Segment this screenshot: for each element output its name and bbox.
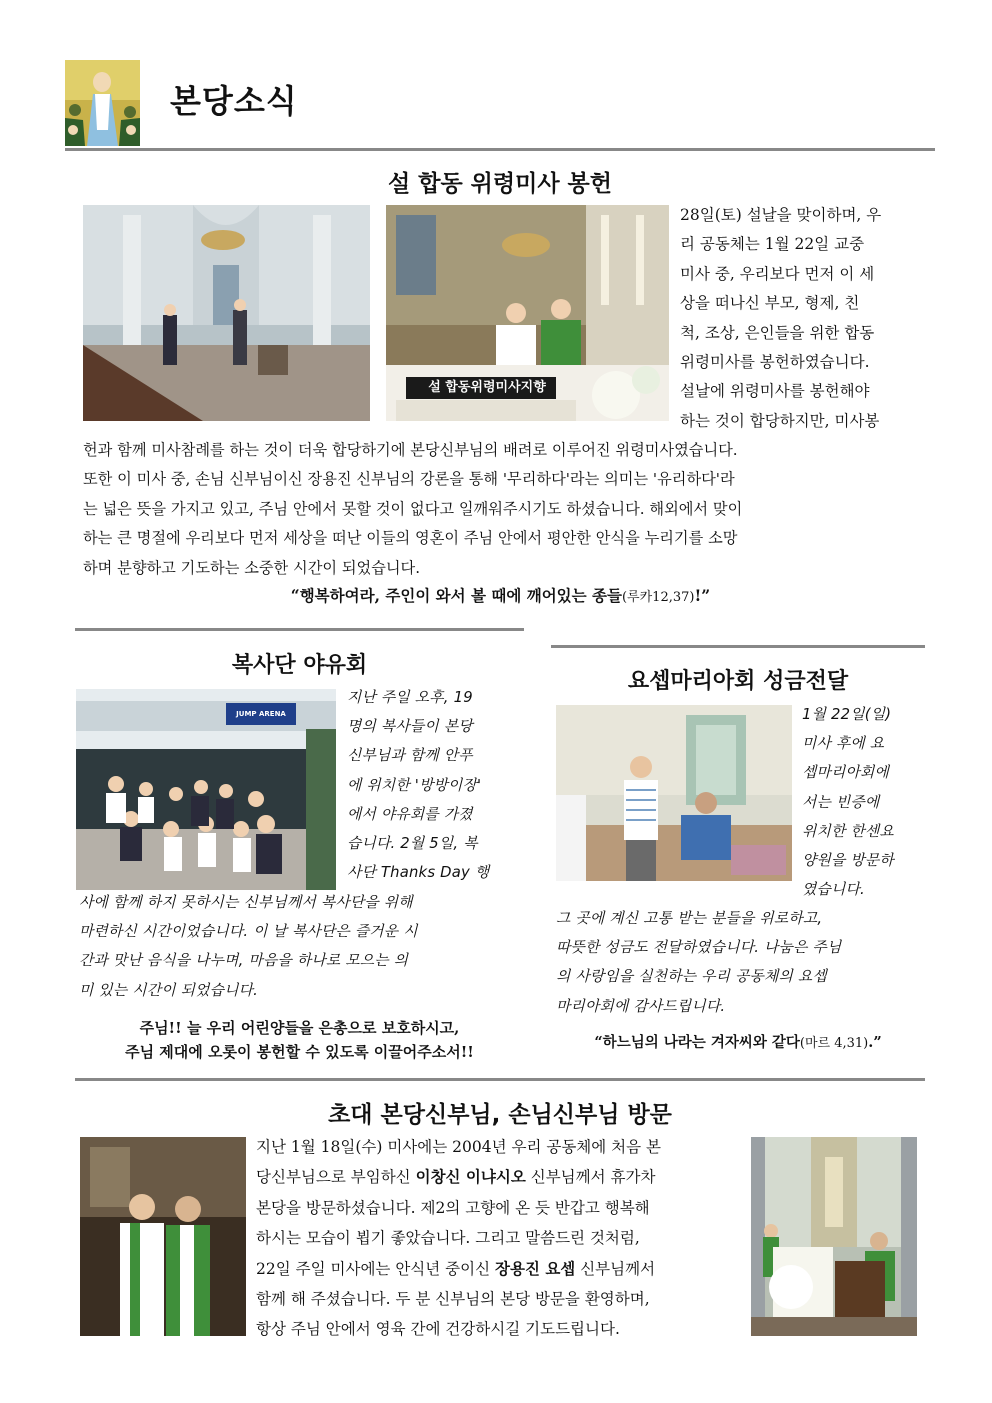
text-line: 상을 떠나신 부모, 형제, 친 [680,294,860,313]
text-line: 미 있는 시간이 되었습니다. [79,981,259,999]
text-line: 간과 맛난 음식을 나누며, 마음을 하나로 모으는 의 [79,952,409,970]
text-line: 설날에 위령미사를 봉헌해야 [680,382,870,401]
text-line: 마련하신 시간이었습니다. 이 날 복사단은 즐거운 시 [79,923,418,941]
text-line: 함께 해 주셨습니다. 두 분 신부님의 본당 방문을 환영하며, [256,1290,650,1309]
section1-scripture-quote [83,584,918,606]
text-line: 에서 야유회를 가졌 [347,805,473,823]
text-line: 그 곳에 계신 고통 받는 분들을 위로하고, [556,910,823,927]
section-title-priests-visit: 초대 본당신부님, 손님신부님 방문 [328,1102,672,1128]
section1-body-text [83,436,918,583]
text-line: 하며 분향하고 기도하는 소중한 시간이 되었습니다. [83,558,421,577]
section3-scripture-quote [551,1031,925,1052]
text-line: 셉마리아회에 [802,764,889,782]
quote-reference: (루카12,37) [621,590,695,605]
text-line: 하는 큰 명절에 우리보다 먼저 세상을 떠난 이들의 영혼이 주님 안에서 평안한 안식을 누리기를 소망 [83,529,738,548]
text-line: 항상 주님 안에서 영육 간에 건강하시길 기도드립니다. [256,1320,620,1339]
prayer-line: 주님!! 늘 우리 어린양들을 은총으로 보호하시고, [139,1019,460,1037]
quote-reference: (마르 4,31) [799,1036,869,1051]
quote-end: .” [868,1034,882,1051]
section3-side-text [802,700,918,904]
priest-name-lee: 이창신 이냐시오 [415,1167,526,1187]
text-line: 28일(토) 설날을 맞이하며, 우 [680,206,882,224]
section-title-new-year-memorial-mass: 설 합동 위령미사 봉헌 [388,171,612,197]
priest-at-ambo-photo [751,1137,917,1336]
page-title: 본당소식 [170,82,298,120]
quote-end: !” [694,586,711,605]
section4-divider [75,1078,925,1081]
memorial-banner-text: 설 합동위령미사지향 [428,380,546,395]
text-line: 사단 Thanks Day 행 [347,864,490,882]
section1-side-text [680,201,918,436]
section2-side-text [347,683,519,887]
text-line: 는 넓은 뜻을 가지고 있고, 주님 안에서 못할 것이 없다고 일깨워주시기도 하셨습니다. 해외에서 맞이 [83,499,743,518]
text-line: 였습니다. [802,881,865,899]
text-line: 위치한 한센요 [802,822,894,840]
text-line: 지난 주일 오후, 19 [347,689,473,706]
text-line: 척, 조상, 은인들을 위한 합동 [680,323,875,342]
section2-divider [75,628,524,631]
text-line: 서는 빈증에 [802,793,880,811]
section2-prayer [75,1016,524,1064]
text-line: 1월 22일(일) [802,706,892,723]
section-title-joseph-maria-donation: 요셉마리아회 성금전달 [627,669,849,694]
text-line: 위령미사를 봉헌하였습니다. [680,353,870,372]
text-line: 22일 주일 미사에는 안식년 중이신 장용진 요셉 신부님께서 [256,1258,656,1278]
leprosy-center-visit-photo [556,705,792,881]
text-line: 미사 후에 요 [802,735,885,753]
text-line: 본당을 방문하셨습니다. 제2의 고향에 온 듯 반갑고 행복해 [256,1198,650,1217]
section-title-altar-servers-outing: 복사단 야유회 [231,653,368,678]
text-line: 하시는 모습이 뵙기 좋았습니다. 그리고 말씀드린 것처럼, [256,1229,640,1248]
text-line: 사에 함께 하지 못하시는 신부님께서 복사단을 위해 [79,894,413,911]
header-divider [65,148,935,151]
text-line: 따뜻한 성금도 전달하였습니다. 나눔은 주님 [556,939,842,957]
church-interior-photo [83,205,370,421]
text-line: 마리아회에 감사드립니다. [556,997,726,1015]
quote-text: “행복하여라, 주인이 와서 볼 때에 깨어있는 종들 [290,586,622,605]
section3-divider [551,645,925,648]
text-line: 에 위치한 '방방이장' [347,776,482,794]
altar-servers-group-photo [76,689,336,890]
text-line: 신부님과 함께 안푸 [347,747,473,765]
text-line: 하는 것이 합당하지만, 미사봉 [680,411,880,430]
priest-name-jang: 장용진 요셉 [495,1258,576,1278]
text-line: 리 공동체는 1월 22일 교중 [680,235,865,254]
prayer-line: 주님 제대에 오롯이 봉헌할 수 있도록 이끌어주소서!! [125,1043,474,1061]
text-line: 또한 이 미사 중, 손님 신부님이신 장용진 신부님의 강론을 통해 '무리하다'라는 의미는 '유리하다'라 [83,470,735,489]
text-line: 명의 복사들이 본당 [347,718,473,736]
text-line: 미사 중, 우리보다 먼저 이 세 [680,264,875,283]
text-line: 습니다. 2월 5일, 복 [347,835,478,853]
text-line: 의 사랑임을 실천하는 우리 공동체의 요셉 [556,968,827,986]
text-line: 지난 1월 18일(수) 미사에는 2004년 우리 공동체에 처음 본 [256,1138,662,1156]
text-line: 헌과 함께 미사참례를 하는 것이 더욱 합당하기에 본당신부님의 배려로 이루어진 위령미사였습니다. [83,441,738,459]
two-priests-photo [80,1137,246,1336]
section2-body-text [79,888,519,1005]
section4-body-text [256,1132,742,1345]
header-logo-image [65,60,140,146]
text-line: 당신부님으로 부임하신 이창신 이냐시오 신부님께서 휴가차 [256,1167,656,1187]
text-line: 양원을 방문하 [802,852,894,870]
jump-arena-sign-text: JUMP ARENA [236,710,286,718]
quote-text: “하느님의 나라는 겨자씨와 같다 [594,1034,800,1051]
section3-body-text [556,904,920,1021]
altar-mass-photo [386,205,669,421]
